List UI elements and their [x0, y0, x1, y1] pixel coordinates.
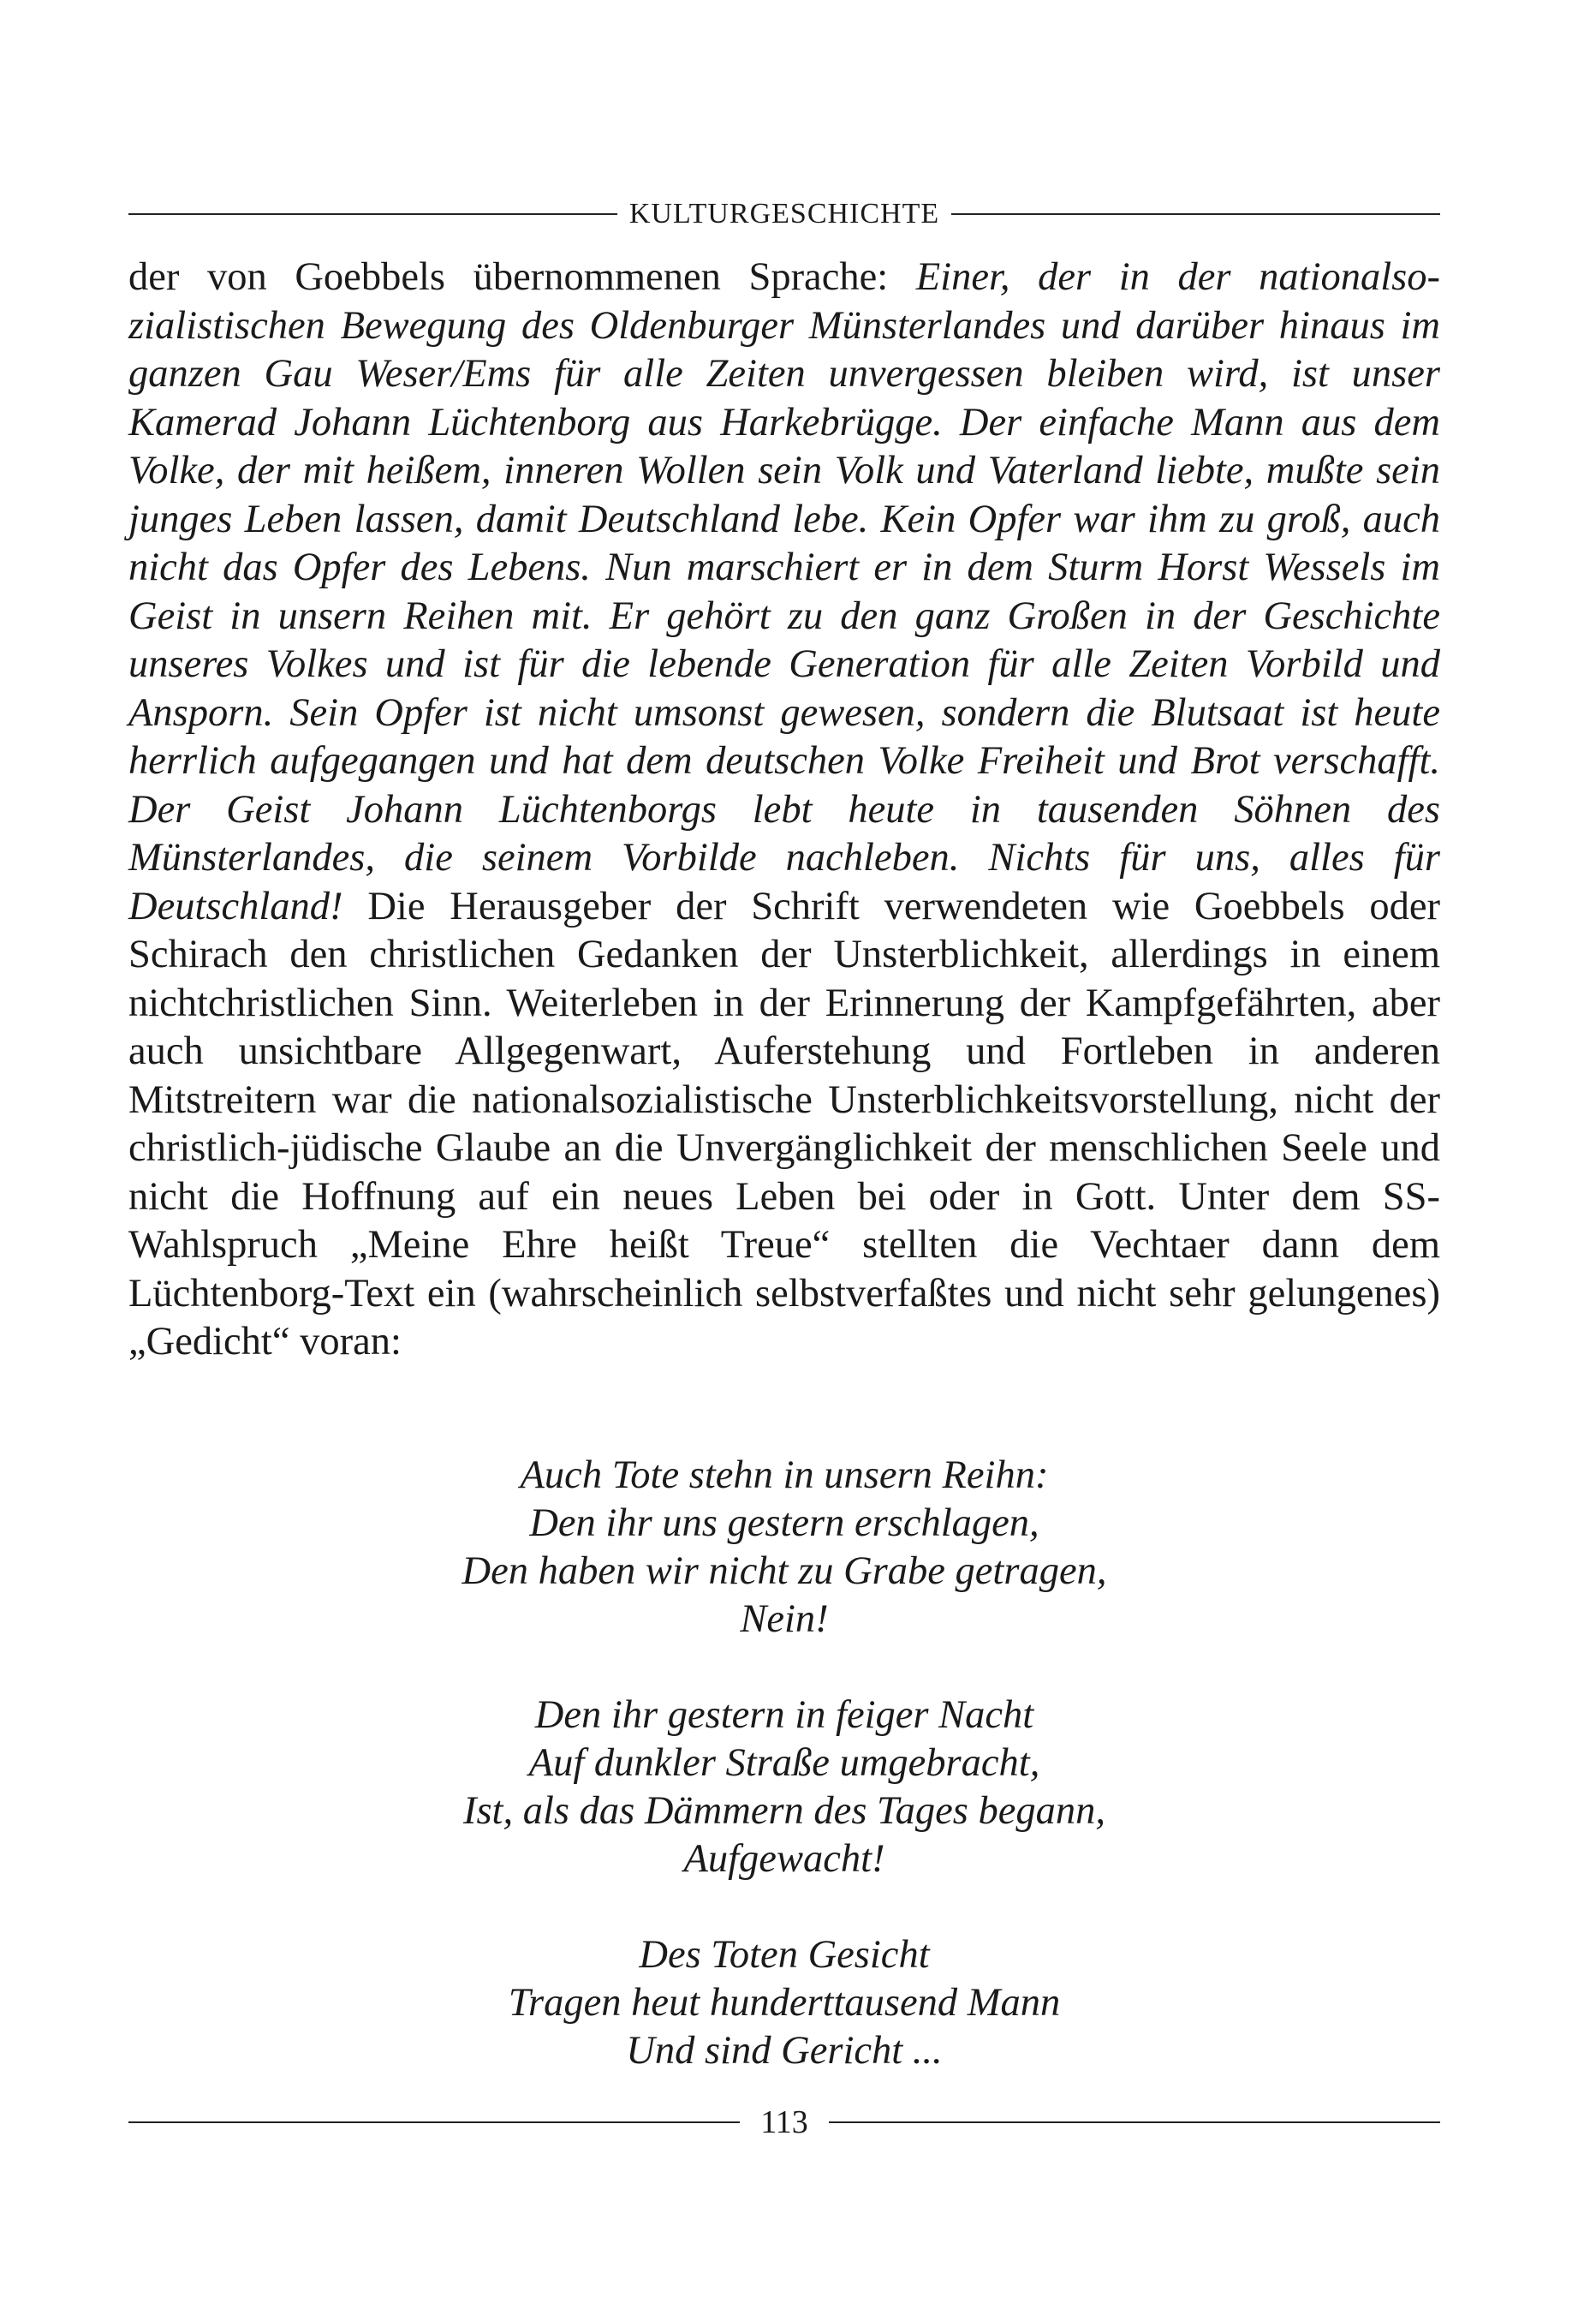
poem-line: Auf dunkler Straße umgebracht,: [528, 1741, 1040, 1785]
footer-rule-right: [829, 2121, 1440, 2123]
paragraph-intro: der von Goebbels übernommenen Sprache:: [128, 255, 916, 299]
paragraph-continuation: Die Herausgeber der Schrift verwendeten wie Goebbels oder Schirach den christlichen Gedanken der Unsterblichkeit, allerdings in einem nichtchristlichen Sinn. Weiterleben in der Erinnerung der Kampfgefährten, aber auch unsichtbare Allgegenwart, Auferstehung und Fortleben in anderen Mitstreitern war die nationalsozialistische Unsterblichkeitsvorstellung, nicht der christlich-jüdische Glaube an die Unvergänglichkeit der menschlichen Seele und nicht die Hoffnung auf ein neues Leben bei oder in Gott. Unter dem SS-Wahlspruch „Meine Ehre heißt Treue“ stellten die Vechtaer dann dem Lüchtenborg-Text ein (wahrscheinlich selbstverfaßtes und nicht sehr gelungenes) „Gedicht“ voran:: [128, 884, 1440, 1363]
poem-line: Nein!: [740, 1597, 829, 1641]
poem-stanza: [128, 1452, 1440, 1644]
page-number: 113: [760, 2104, 808, 2140]
poem-line: Den haben wir nicht zu Grabe getragen,: [462, 1549, 1107, 1593]
poem-stanza: [128, 1931, 1440, 2075]
footer-rule-left: [128, 2121, 740, 2123]
poem-line: Aufgewacht!: [683, 1837, 885, 1881]
page-footer: [128, 2100, 1440, 2145]
main-paragraph: [128, 254, 1440, 1367]
header-title: KULTURGESCHICHTE: [628, 198, 940, 230]
header-rule-right: [951, 213, 1440, 215]
poem: [128, 1452, 1440, 2075]
header-rule-left: [128, 213, 617, 215]
poem-line: Und sind Gericht ...: [626, 2029, 943, 2073]
goebbels-quote: Einer, der in der nationalsozialistischen Bewegung des Oldenburger Münsterlandes und darüber hinaus im ganzen Gau Weser/Ems für alle Zeiten unvergessen bleiben wird, ist unser Kamerad Johann Lüchtenborg aus Harkebrügge. Der einfache Mann aus dem Volke, der mit heißem, inneren Wollen sein Volk und Vaterland liebte, mußte sein junges Leben lassen, damit Deutschland lebe. Kein Opfer war ihm zu groß, auch nicht das Opfer des Lebens. Nun marschiert er in dem Sturm Horst Wessels im Geist in unsern Reihen mit. Er gehört zu den ganz Großen in der Geschichte unseres Volkes und ist für die lebende Generation für alle Zeiten Vorbild und Ansporn. Sein Opfer ist nicht umsonst gewesen, sondern die Blutsaat ist heute herrlich aufgegangen und hat dem deutschen Volke Freiheit und Brot verschafft. Der Geist Johann Lüchtenborgs lebt heute in tausenden Söhnen des Münsterlandes, die seinem Vorbilde nachleben. Nichts für uns, alles für Deutschland!: [128, 255, 1441, 928]
paragraph: [128, 254, 1440, 1367]
poem-line: Tragen heut hunderttausend Mann: [508, 1981, 1061, 2025]
poem-line: Auch Tote stehn in unsern Reihn:: [520, 1453, 1049, 1497]
poem-line: Des Toten Gesicht: [639, 1933, 930, 1977]
poem-line: Den ihr gestern in feiger Nacht: [534, 1693, 1034, 1737]
poem-line: Ist, als das Dämmern des Tages begann,: [462, 1789, 1106, 1833]
poem-stanza: [128, 1691, 1440, 1883]
running-header: [128, 194, 1440, 235]
poem-line: Den ihr uns gestern erschlagen,: [529, 1501, 1039, 1545]
